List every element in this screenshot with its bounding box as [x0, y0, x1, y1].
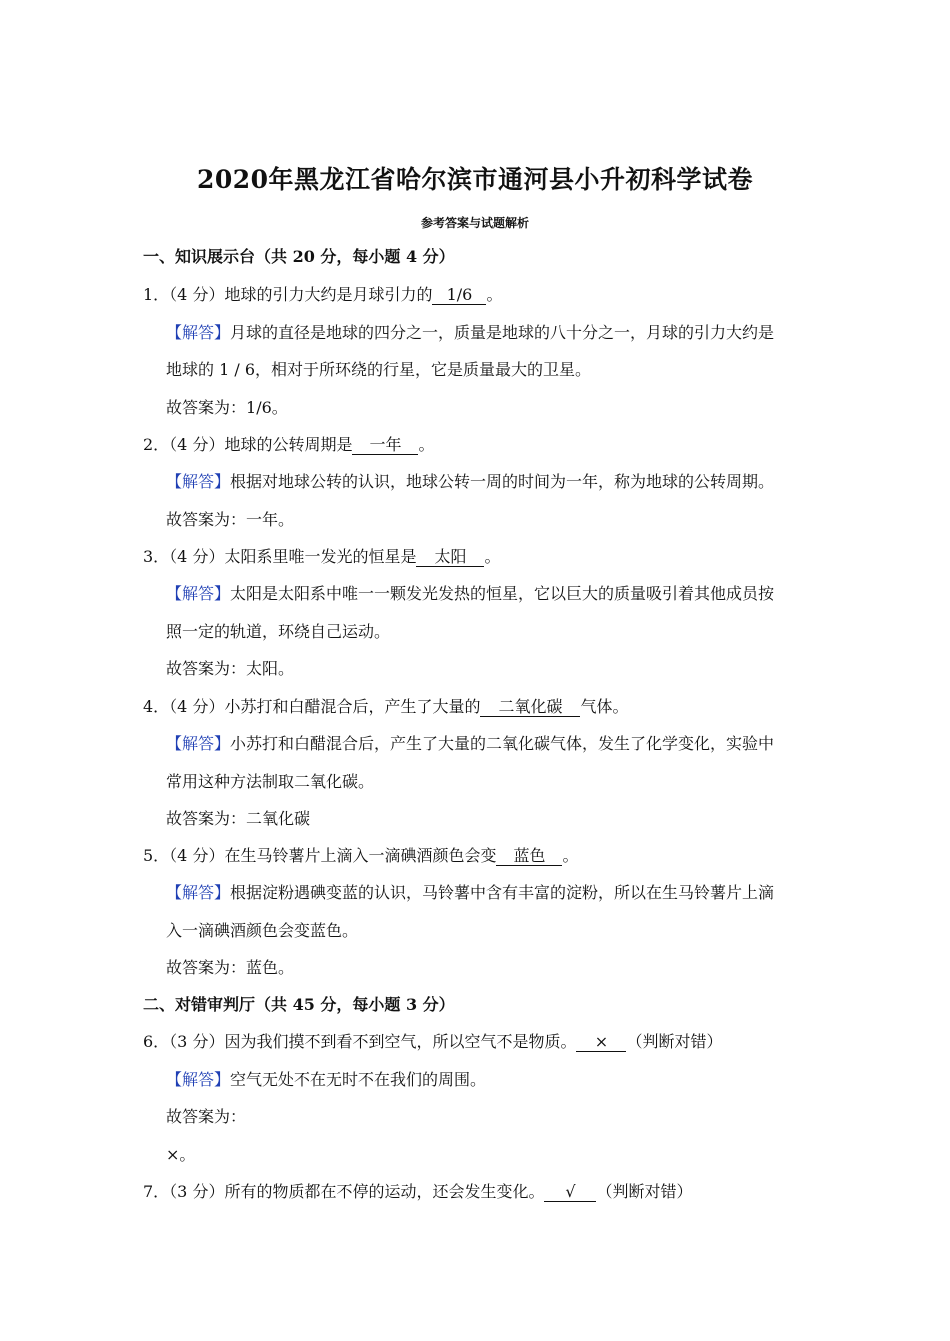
- answer-value: ×。: [166, 1145, 196, 1164]
- question-6: [143, 1032, 722, 1052]
- question-text-end: 。: [562, 846, 579, 865]
- analysis-line: 常用这种方法制取二氧化碳。: [166, 772, 375, 791]
- question-5: [143, 846, 578, 866]
- answer-tag: 【解答】: [166, 883, 231, 902]
- question-text: 地球的引力大约是月球引力的: [224, 285, 433, 304]
- answer-blank: 一年: [352, 436, 418, 455]
- answer-line: 故答案为：一年。: [166, 510, 295, 529]
- page-title: 2020年黑龙江省哈尔滨市通河县小升初科学试卷: [196, 165, 754, 194]
- section-heading: 二、对错审判厅（共 45 分，每小题 3 分）: [143, 995, 455, 1014]
- question-4: [143, 697, 628, 717]
- answer-line: 故答案为：二氧化碳: [166, 809, 311, 828]
- analysis-line: 照一定的轨道，环绕自己运动。: [166, 622, 391, 641]
- answer-tag: 【解答】: [166, 472, 231, 491]
- analysis-line: 地球的 1 / 6，相对于所环绕的行星，它是质量最大的卫星。: [166, 360, 592, 379]
- question-3: [143, 547, 500, 567]
- answer-blank: 太阳: [416, 548, 484, 567]
- analysis-line: 【解答】根据对地球公转的认识，地球公转一周的时间为一年，称为地球的公转周期。: [166, 472, 775, 491]
- section-heading: 一、知识展示台（共 20 分，每小题 4 分）: [143, 247, 455, 266]
- question-number: 1．（4 分）: [143, 285, 225, 304]
- question-text: 太阳系里唯一发光的恒星是: [224, 547, 417, 566]
- question-number: 6．（3 分）: [143, 1032, 225, 1051]
- question-number: 3．（4 分）: [143, 547, 225, 566]
- question-text: 所有的物质都在不停的运动，还会发生变化。: [224, 1182, 545, 1201]
- question-text: 在生马铃薯片上滴入一滴碘酒颜色会变: [224, 846, 497, 865]
- answer-tag: 【解答】: [166, 584, 231, 603]
- question-number: 7．（3 分）: [143, 1182, 225, 1201]
- question-text-end: 。: [418, 435, 435, 454]
- answer-blank: 二氧化碳: [480, 698, 580, 717]
- question-text: 地球的公转周期是: [224, 435, 353, 454]
- answer-blank: ×: [576, 1033, 626, 1052]
- answer-tag: 【解答】: [166, 734, 231, 753]
- judge-label: （判断对错）: [596, 1182, 693, 1201]
- analysis-line: 【解答】太阳是太阳系中唯一一颗发光发热的恒星，它以巨大的质量吸引着其他成员按: [166, 584, 775, 603]
- answer-line: 故答案为：太阳。: [166, 659, 295, 678]
- analysis-line: 【解答】空气无处不在无时不在我们的周围。: [166, 1070, 487, 1089]
- question-number: 4．（4 分）: [143, 697, 225, 716]
- answer-tag: 【解答】: [166, 323, 231, 342]
- page-subtitle: 参考答案与试题解析: [420, 216, 529, 230]
- question-1: [143, 285, 502, 305]
- analysis-line: 【解答】月球的直径是地球的四分之一，质量是地球的八十分之一，月球的引力大约是: [166, 323, 775, 342]
- answer-blank: 蓝色: [496, 847, 562, 866]
- answer-blank: √: [544, 1183, 596, 1202]
- answer-line: 故答案为：: [166, 1107, 247, 1126]
- question-text-end: 。: [484, 547, 501, 566]
- question-text: 因为我们摸不到看不到空气，所以空气不是物质。: [224, 1032, 577, 1051]
- analysis-line: 【解答】小苏打和白醋混合后，产生了大量的二氧化碳气体，发生了化学变化，实验中: [166, 734, 775, 753]
- question-7: [143, 1182, 692, 1202]
- answer-line: 故答案为：蓝色。: [166, 958, 295, 977]
- question-number: 5．（4 分）: [143, 846, 225, 865]
- answer-tag: 【解答】: [166, 1070, 231, 1089]
- question-2: [143, 435, 434, 455]
- question-text: 小苏打和白醋混合后，产生了大量的: [224, 697, 481, 716]
- question-text-end: 。: [486, 285, 503, 304]
- question-number: 2．（4 分）: [143, 435, 225, 454]
- analysis-line: 【解答】根据淀粉遇碘变蓝的认识，马铃薯中含有丰富的淀粉，所以在生马铃薯片上滴: [166, 883, 775, 902]
- analysis-line: 入一滴碘酒颜色会变蓝色。: [166, 921, 359, 940]
- question-text-end: 气体。: [580, 697, 629, 716]
- judge-label: （判断对错）: [626, 1032, 723, 1051]
- answer-blank: 1/6: [432, 286, 486, 305]
- answer-line: 故答案为：1/6。: [166, 398, 288, 417]
